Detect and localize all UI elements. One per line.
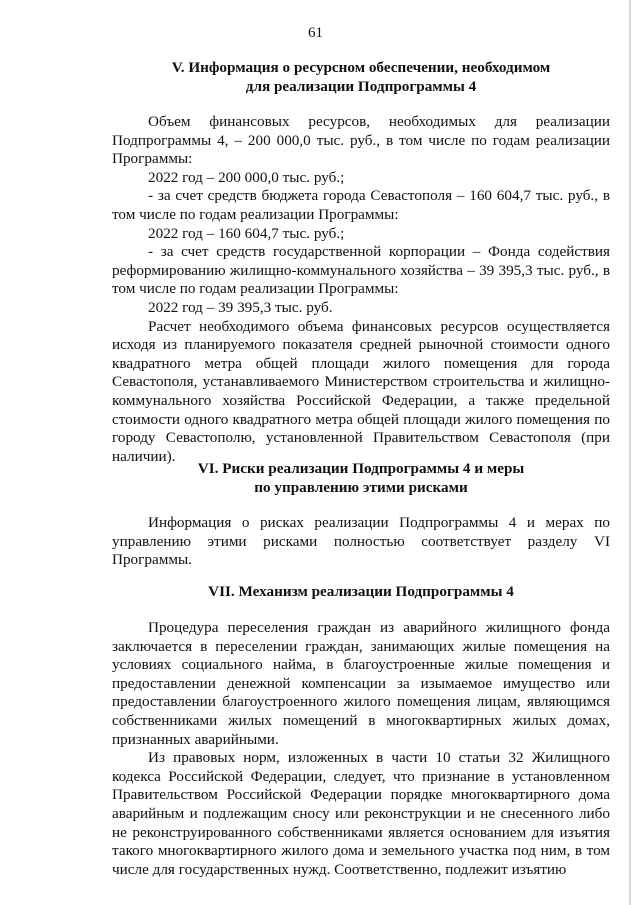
section-7-heading	[112, 583, 610, 602]
heading-line: по управлению этими рисками	[254, 478, 468, 496]
page-number: 61	[308, 25, 323, 41]
section-6-body	[112, 514, 610, 570]
paragraph: - за счет средств государственной корпорации – Фонда содействия реформированию жилищно-коммунального хозяйства – 39 395,3 тыс. руб., в том числе по годам реализации Программы:	[112, 243, 610, 298]
paragraph: Объем финансовых ресурсов, необходимых для реализации Подпрограммы 4, – 200 000,0 тыс. руб., в том числе по годам реализации Программы:	[112, 113, 610, 168]
heading-line: для реализации Подпрограммы 4	[245, 77, 477, 95]
paragraph: 2022 год – 200 000,0 тыс. руб.;	[148, 168, 345, 186]
section-7-body	[112, 619, 610, 879]
paragraph: - за счет средств бюджета города Севастополя – 160 604,7 тыс. руб., в том числе по годам реализации Программы:	[112, 187, 610, 223]
heading-line: VII. Механизм реализации Подпрограммы 4	[208, 583, 514, 600]
heading-line: VI. Риски реализации Подпрограммы 4 и меры	[197, 460, 525, 477]
section-5-heading	[112, 59, 610, 96]
section-5-body	[112, 113, 610, 466]
paragraph: 2022 год – 160 604,7 тыс. руб.;	[148, 224, 345, 242]
paragraph: Информация о рисках реализации Подпрограммы 4 и мерах по управлению этими рисками полностью соответствует разделу VI Программы.	[112, 514, 610, 569]
paragraph: Расчет необходимого объема финансовых ресурсов осуществляется исходя из планируемого показателя средней рыночной стоимости одного квадратного метра общей площади жилого помещения для города Севастополя, устанавливаемого Министерством строительства и жилищно-коммунального хозяйства Российской Федерации, а также предельной стоимости одного квадратного метра общей площади жилого помещения по городу Севастополю, установленной Правительством Севастополя (при наличии).	[112, 317, 610, 465]
paragraph: Из правовых норм, изложенных в части 10 статьи 32 Жилищного кодекса Российской Федерации, следует, что признание в установленном Правительством Российской Федерации порядке многоквартирного дома аварийным и подлежащим сносу или реконструкции и не снесенного либо не реконструированного собственниками является основанием для изъятия такого многоквартирного жилого дома и земельного участка под ним, в том числе для государственных нужд. Соответственно, подлежит изъятию	[112, 749, 610, 878]
paragraph: Процедура переселения граждан из аварийного жилищного фонда заключается в переселении граждан, занимающих жилые помещения на условиях социального найма, в благоустроенные жилые помещения и предоставлении денежной компенсации за изымаемое имущество или предоставлении благоустроенного жилого помещения лицам, являющимся собственниками жилых помещений в многоквартирных жилых домах, признанных аварийными.	[112, 619, 610, 748]
section-6-heading	[112, 460, 610, 497]
paragraph: 2022 год – 39 395,3 тыс. руб.	[148, 298, 333, 316]
heading-line: V. Информация о ресурсном обеспечении, необходимом	[171, 59, 551, 76]
